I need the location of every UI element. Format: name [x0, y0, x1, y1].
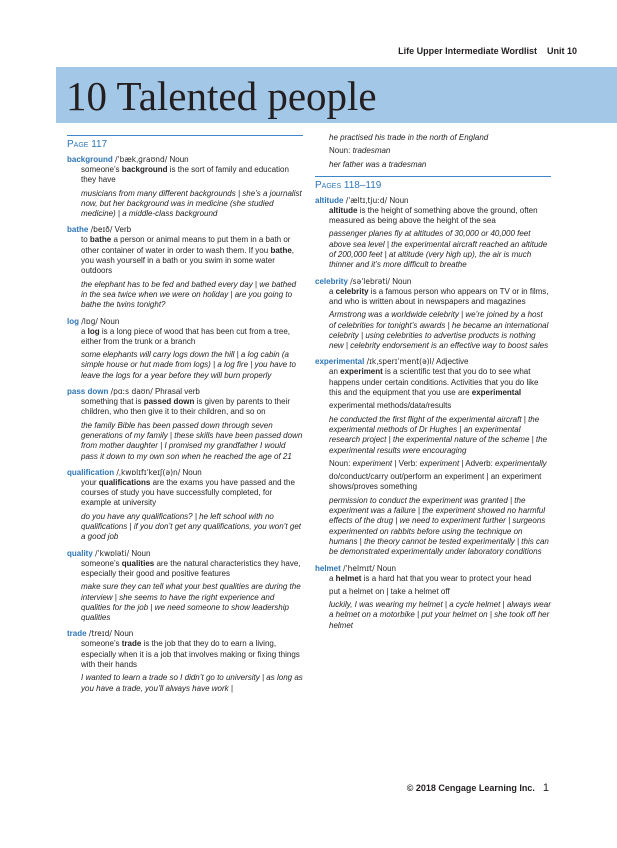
- text-run: is the height of something above the ground, often measured as being above the height of the sea: [329, 205, 538, 226]
- chapter-title: 10 Talented people: [66, 73, 377, 119]
- headword: altitude: [315, 195, 344, 205]
- definition: [81, 639, 303, 670]
- dictionary-entry: [67, 549, 303, 624]
- headword: celebrity: [315, 276, 348, 286]
- headword: qualification: [67, 467, 115, 477]
- headword-line: [67, 629, 303, 639]
- keyword: log: [87, 326, 100, 336]
- headword: background: [67, 155, 113, 164]
- headword-line: [315, 564, 551, 574]
- pronunciation: /treɪd/: [88, 629, 112, 639]
- text-run: a: [329, 573, 336, 583]
- keyword: bathe: [270, 245, 292, 255]
- headword: experimental: [315, 357, 365, 367]
- keyword: celebrity: [335, 286, 369, 296]
- page-number: 1: [542, 782, 549, 794]
- text-run: someone’s: [81, 165, 122, 174]
- example-text: passenger planes fly at altitudes of 30,000 or 40,000 feet above sea level | the experimental aircraft reached an altitude of 200,000 feet | at altitude (very high up), the air is much thinner and it’s more difficult to breathe: [329, 229, 548, 270]
- part-of-speech: Noun: [169, 155, 189, 164]
- text-run: is the sort of family and education they have: [81, 165, 289, 185]
- running-header: [398, 46, 577, 56]
- text-run: is a scientific test that you do to see what happens under certain conditions. Activities that you do like this and the equipment that you use are: [329, 367, 539, 398]
- text-run: a: [329, 286, 336, 296]
- headword-line: [67, 317, 303, 327]
- text-run: a person or animal means to put them in a bath or other container of water in order to wash them. If you: [81, 235, 291, 255]
- entry-list: [67, 155, 303, 694]
- headword: quality: [67, 548, 93, 558]
- text-run: is the job that they do to earn a living, especially when it is a job that involves making or fixing things with their hands: [81, 639, 300, 669]
- headword-line: [315, 357, 551, 367]
- dictionary-entry: [315, 277, 551, 352]
- example-text: make sure they can tell what your best qualities are during the interview | she seems to have the right experience and qualities for the job | we need someone to show leadership qualities: [81, 582, 301, 623]
- pronunciation: /pɑːs daʊn/: [110, 387, 153, 397]
- headword-line: [67, 225, 303, 235]
- page-footer: [407, 782, 549, 794]
- text-run: your: [81, 477, 99, 487]
- entry-list: [315, 196, 551, 631]
- headword: pass down: [67, 387, 109, 397]
- chapter-banner: [56, 67, 617, 123]
- headword: log: [67, 316, 79, 326]
- usage-note: [329, 459, 551, 469]
- book-title: Life Upper Intermediate Wordlist: [398, 46, 537, 56]
- definition: [81, 235, 303, 276]
- example-text: musicians from many different backgrounds | she’s a journalist now, but her background was in medicine (she studied medicine) | a middle-class background: [81, 188, 302, 219]
- text-run: someone’s: [81, 558, 122, 568]
- copyright-notice: © 2018 Cengage Learning Inc.: [406, 783, 535, 793]
- pronunciation: /beɪð/: [90, 225, 113, 235]
- pronunciation: /ˈæltɪˌtjuːd/: [345, 195, 388, 205]
- part-of-speech: Verb: [114, 225, 132, 235]
- example-text: Armstrong was a worldwide celebrity | we’re joined by a host of celebrities for tonight’s awards | he became an international celebrity | using celebrities to advertise products is nothing new | celebrity endorsement is an effective way to boost sales: [329, 310, 549, 351]
- example-text: do you have any qualifications? | he left school with no qualifications | if you don’t get any qualifications, you won’t get a good job: [81, 511, 301, 542]
- part-of-speech: Noun: [392, 276, 412, 286]
- example-text: the family Bible has been passed down through seven generations of my family | these skills have been passed down from mother daughter | I promised my grandfather I would pass it down to my own son when he reached the age of 21: [81, 420, 303, 461]
- headword: bathe: [67, 225, 89, 235]
- definition: [81, 165, 303, 186]
- keyword: passed down: [143, 397, 195, 407]
- dictionary-entry: [67, 225, 303, 310]
- definition: [81, 478, 303, 509]
- definition: [329, 206, 551, 227]
- text-run: , you wash yourself in a bath or you swim in some water outdoors: [81, 245, 295, 276]
- part-of-speech: Noun: [114, 629, 134, 639]
- keyword: background: [121, 165, 168, 174]
- text-run: is a famous person who appears on TV or in films, and who is written about in newspapers and magazines: [329, 286, 549, 306]
- text-run: Noun:: [329, 146, 353, 156]
- headword-line: [67, 387, 303, 397]
- definition: [81, 397, 303, 418]
- definition: [81, 559, 303, 580]
- pronunciation: /ˈbækˌɡraʊnd/: [115, 155, 168, 164]
- text-run: tradesman: [352, 146, 391, 156]
- dictionary-entry: [67, 155, 303, 219]
- example-text: the elephant has to be fed and bathed every day | we bathed in the sea twice when we were on holiday | are you going to bathe the twins tonight?: [81, 279, 297, 310]
- example-text: he practised his trade in the north of England: [329, 133, 489, 142]
- usage-note: [329, 401, 551, 411]
- definition: [81, 327, 303, 348]
- part-of-speech: Phrasal verb: [154, 387, 200, 397]
- headword: trade: [67, 629, 87, 639]
- text-run: experimentally: [495, 458, 547, 468]
- dictionary-entry: [315, 564, 551, 631]
- text-run: | Verb:: [392, 458, 420, 468]
- keyword: helmet: [335, 573, 362, 583]
- dictionary-entry: [67, 629, 303, 693]
- part-of-speech: Adjective: [436, 357, 469, 367]
- unit-label: Unit 10: [546, 46, 577, 56]
- pronunciation: /ˈkwɒləti/: [95, 548, 130, 558]
- headword-line: [315, 196, 551, 206]
- dictionary-entry: [315, 196, 551, 271]
- headword-line: [67, 549, 303, 559]
- pronunciation: /ˈhelmɪt/: [343, 563, 375, 573]
- keyword: trade: [121, 639, 142, 649]
- usage-note: [329, 587, 551, 597]
- definition: [329, 287, 551, 308]
- part-of-speech: Noun: [100, 316, 120, 326]
- example-text: luckily, I was wearing my helmet | a cycle helmet | always wear a helmet on a motorbike | put your helmet on | she took off her helmet: [329, 600, 551, 630]
- part-of-speech: Noun: [131, 548, 151, 558]
- keyword: qualifications: [98, 477, 151, 487]
- text-run: to: [81, 235, 90, 245]
- text-run: is a long piece of wood that has been cut from a tree, either from the trunk or a branch: [81, 326, 291, 346]
- usage-note: [329, 472, 551, 493]
- keyword: experimental: [471, 388, 522, 398]
- text-run: experimental methods/data/results: [329, 401, 452, 411]
- pronunciation: /ɪkˌsperɪˈment(ə)l/: [366, 357, 435, 367]
- left-column: [67, 133, 303, 700]
- keyword: bathe: [89, 235, 112, 245]
- text-run: experiment: [419, 458, 460, 468]
- part-of-speech: Noun: [376, 563, 396, 573]
- example-text: he conducted the first flight of the experimental aircraft | the experimental methods of Dr Hughes | an experimental research project | the experimental nature of the scheme | the experimental results were encouraging: [329, 414, 548, 455]
- pronunciation: /ˌkwɒlɪfɪˈkeɪʃ(ə)n/: [116, 467, 181, 477]
- dictionary-entry: [67, 468, 303, 543]
- text-run: someone’s: [81, 639, 122, 649]
- dictionary-entry: [67, 387, 303, 462]
- usage-note: [329, 146, 551, 156]
- example-text: her father was a tradesman: [329, 159, 427, 169]
- pronunciation: /səˈlebrəti/: [350, 276, 390, 286]
- dictionary-entry: [67, 317, 303, 381]
- headword-line: [315, 277, 551, 287]
- text-run: are the exams you have passed and the courses of study you have successfully completed, for example at university: [81, 477, 295, 508]
- text-run: an: [329, 367, 341, 377]
- example-text: some elephants will carry logs down the hill | a log cabin (a simple house or hut made from logs) | a log fire | you have to leave the logs for a year before they will burn properly: [81, 350, 296, 380]
- text-run: experiment: [352, 458, 393, 468]
- definition: [329, 574, 551, 584]
- entry-continuation: [315, 133, 551, 170]
- keyword: qualities: [121, 558, 155, 568]
- headword: helmet: [315, 563, 341, 573]
- right-column: [315, 133, 551, 637]
- headword-line: [67, 468, 303, 478]
- page-heading: Pages 118–119: [315, 176, 551, 191]
- text-run: do/conduct/carry out/perform an experiment | an experiment shows/proves something: [329, 472, 542, 492]
- keyword: altitude: [329, 205, 358, 215]
- example-text: I wanted to learn a trade so I didn’t go to university | as long as you have a trade, you’ll always have work |: [81, 673, 303, 693]
- text-run: put a helmet on | take a helmet off: [329, 586, 450, 596]
- pronunciation: /lɒɡ/: [81, 316, 98, 326]
- part-of-speech: Noun: [182, 467, 202, 477]
- text-run: a: [81, 326, 88, 336]
- example-text: permission to conduct the experiment was granted | the experiment was a failure | the experiment showed no harmful effects of the drug | we need to experiment further | surgeons experimented on rabbits before using the technique on humans | the theory cannot be tested experimentally | this can be demonstrated experimentally under laboratory conditions: [329, 495, 549, 557]
- text-run: is given by parents to their children, who then give it to their children, and so on: [81, 397, 290, 417]
- text-run: Noun:: [329, 458, 353, 468]
- text-run: something that is: [81, 397, 144, 407]
- definition: [329, 367, 551, 398]
- keyword: experiment: [340, 367, 383, 377]
- headword-line: [67, 155, 303, 165]
- page-heading: Page 117: [67, 135, 303, 150]
- dictionary-entry: [315, 357, 551, 557]
- part-of-speech: Noun: [389, 195, 409, 205]
- text-run: are the natural characteristics they have, especially their good and positive features: [81, 558, 301, 578]
- text-run: | Adverb:: [459, 458, 496, 468]
- text-run: is a hard hat that you wear to protect your head: [361, 573, 532, 583]
